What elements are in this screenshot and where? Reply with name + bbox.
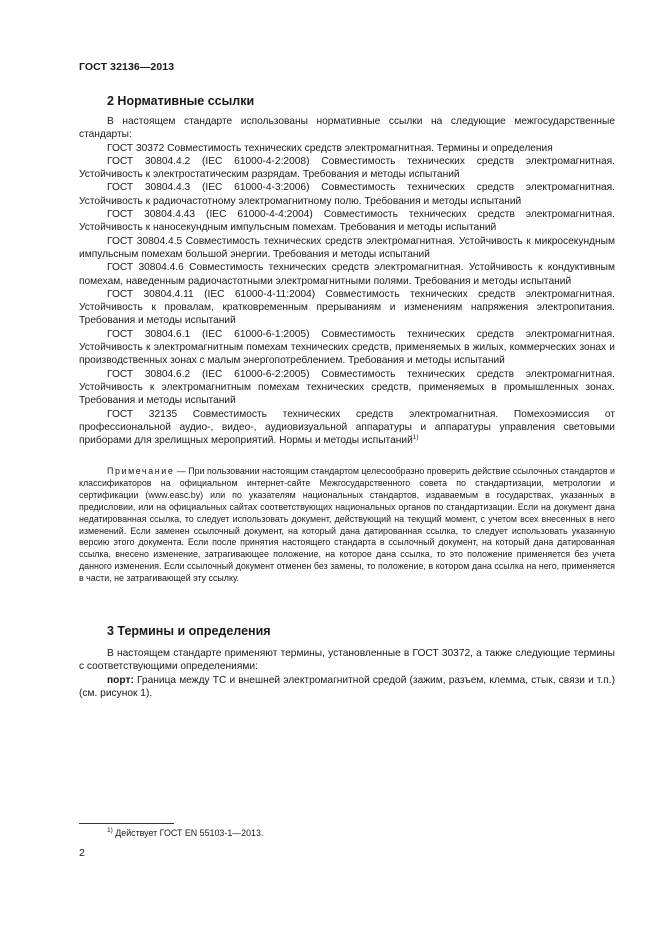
term-definition <box>79 674 615 701</box>
footnote <box>107 828 263 838</box>
reference-text: ГОСТ 32135 Совместимость технических средств электромагнитная. Помехоэмиссия от профессиональной аудио-, видео-, аудиовизуальной аппаратуры и аппаратуры управления световыми приборами для зрелищных мероприятий. Нормы и методы испытаний <box>79 408 615 447</box>
section-2-title: 2 Нормативные ссылки <box>107 94 255 108</box>
reference-item: ГОСТ 30804.4.3 (IEC 61000-4-3:2006) Совместимость технических средств электромагнитная. Устойчивость к радиочастотному электромагнитному полю. Требования и методы испытаний <box>79 182 615 207</box>
section-2-body <box>79 115 615 447</box>
footnote-marker: 1) <box>412 434 419 442</box>
reference-item: ГОСТ 30804.4.6 Совместимость технических средств электромагнитная. Устойчивость к кондуктивным помехам, наведенным радиочастотными электромагнитными полями. Требования и методы испытаний <box>79 262 615 287</box>
note-block <box>79 466 615 585</box>
page-number: 2 <box>79 847 85 859</box>
reference-item: ГОСТ 30804.4.43 (IEC 61000-4-4:2004) Совместимость технических средств электромагнитная. Устойчивость к наносекундным импульсным помехам. Требования и методы испытаний <box>79 209 615 234</box>
reference-item: ГОСТ 30804.6.2 (IEC 61000-6-2:2005) Совместимость технических средств электромагнитная. Устойчивость к электромагнитным помехам технических средств, применяемых в промышленных зонах. Требования и методы испытаний <box>79 368 615 407</box>
reference-item: ГОСТ 30804.4.5 Совместимость технических средств электромагнитная. Устойчивость к микросекундным импульсным помехам большой энергии. Требования и методы испытаний <box>79 235 615 260</box>
note-label: Примечание <box>107 466 175 476</box>
term-name: порт: <box>107 674 134 686</box>
section-2-intro: В настоящем стандарте использованы нормативные ссылки на следующие межгосударственные стандарты: <box>79 116 615 141</box>
reference-item-last <box>79 408 615 448</box>
reference-item: ГОСТ 30804.4.11 (IEC 61000-4-11:2004) Совместимость технических средств электромагнитная. Устойчивость к провалам, кратковременным прерываниям и изменениям напряжения электропитания. Требования и методы испытаний <box>79 288 615 327</box>
section-3-title: 3 Термины и определения <box>107 624 271 638</box>
reference-item: ГОСТ 30804.4.2 (IEC 61000-4-2:2008) Совместимость технических средств электромагнитная. Устойчивость к электростатическим разрядам. Требования и методы испытаний <box>79 155 615 181</box>
document-header: ГОСТ 32136—2013 <box>79 61 175 73</box>
footnote-text: Действует ГОСТ EN 55103-1—2013. <box>112 828 264 838</box>
section-3-intro: В настоящем стандарте применяют термины, установленные в ГОСТ 30372, а также следующие термины с соответствующими определениями: <box>79 648 615 673</box>
footnote-divider <box>79 823 174 824</box>
reference-item: ГОСТ 30372 Совместимость технических средств электромагнитная. Термины и определения <box>107 142 553 154</box>
reference-item: ГОСТ 30804.6.1 (IEC 61000-6-1:2005) Совместимость технических средств электромагнитная. Устойчивость к электромагнитным помехам технических средств, применяемых в жилых, коммерческих зонах и производственных зонах с малым энергопотреблением. Требования и методы испытаний <box>79 328 615 367</box>
section-3-body <box>79 647 615 700</box>
note-text: — При пользовании настоящим стандартом целесообразно проверить действие ссылочных стандартов и классификаторов на официальном интернет-сайте Межгосударственного совета по стандартизации, метрологии и сертификации (www.easc.by) или по указателям национальных стандартов, издаваемым в государствах, указанных в предисловии, или на официальных сайтах соответствующих национальных органов по стандартизации. Если на документ дана недатированная ссылка, то следует использовать документ, действующий на текущий момент, с учетом всех внесенных в него изменений. Если заменен ссылочный документ, на который дана датированная ссылка, то следует использовать указанную версию этого документа. Если после принятия настоящего стандарта в ссылочный документ, на который дана датированная ссылка, внесено изменение, затрагивающее положение, на которое дана ссылка, то это положение применяется без учета данного изменения. Если ссылочный документ отменен без замены, то положение, в котором дана ссылка на него, применяется в части, не затрагивающей эту ссылку. <box>79 466 615 584</box>
term-text: Граница между ТС и внешней электромагнитной средой (зажим, разъем, клемма, стык, связи и т.п.) (см. рисунок 1). <box>79 674 615 699</box>
footnote-mark: 1) <box>107 827 113 834</box>
